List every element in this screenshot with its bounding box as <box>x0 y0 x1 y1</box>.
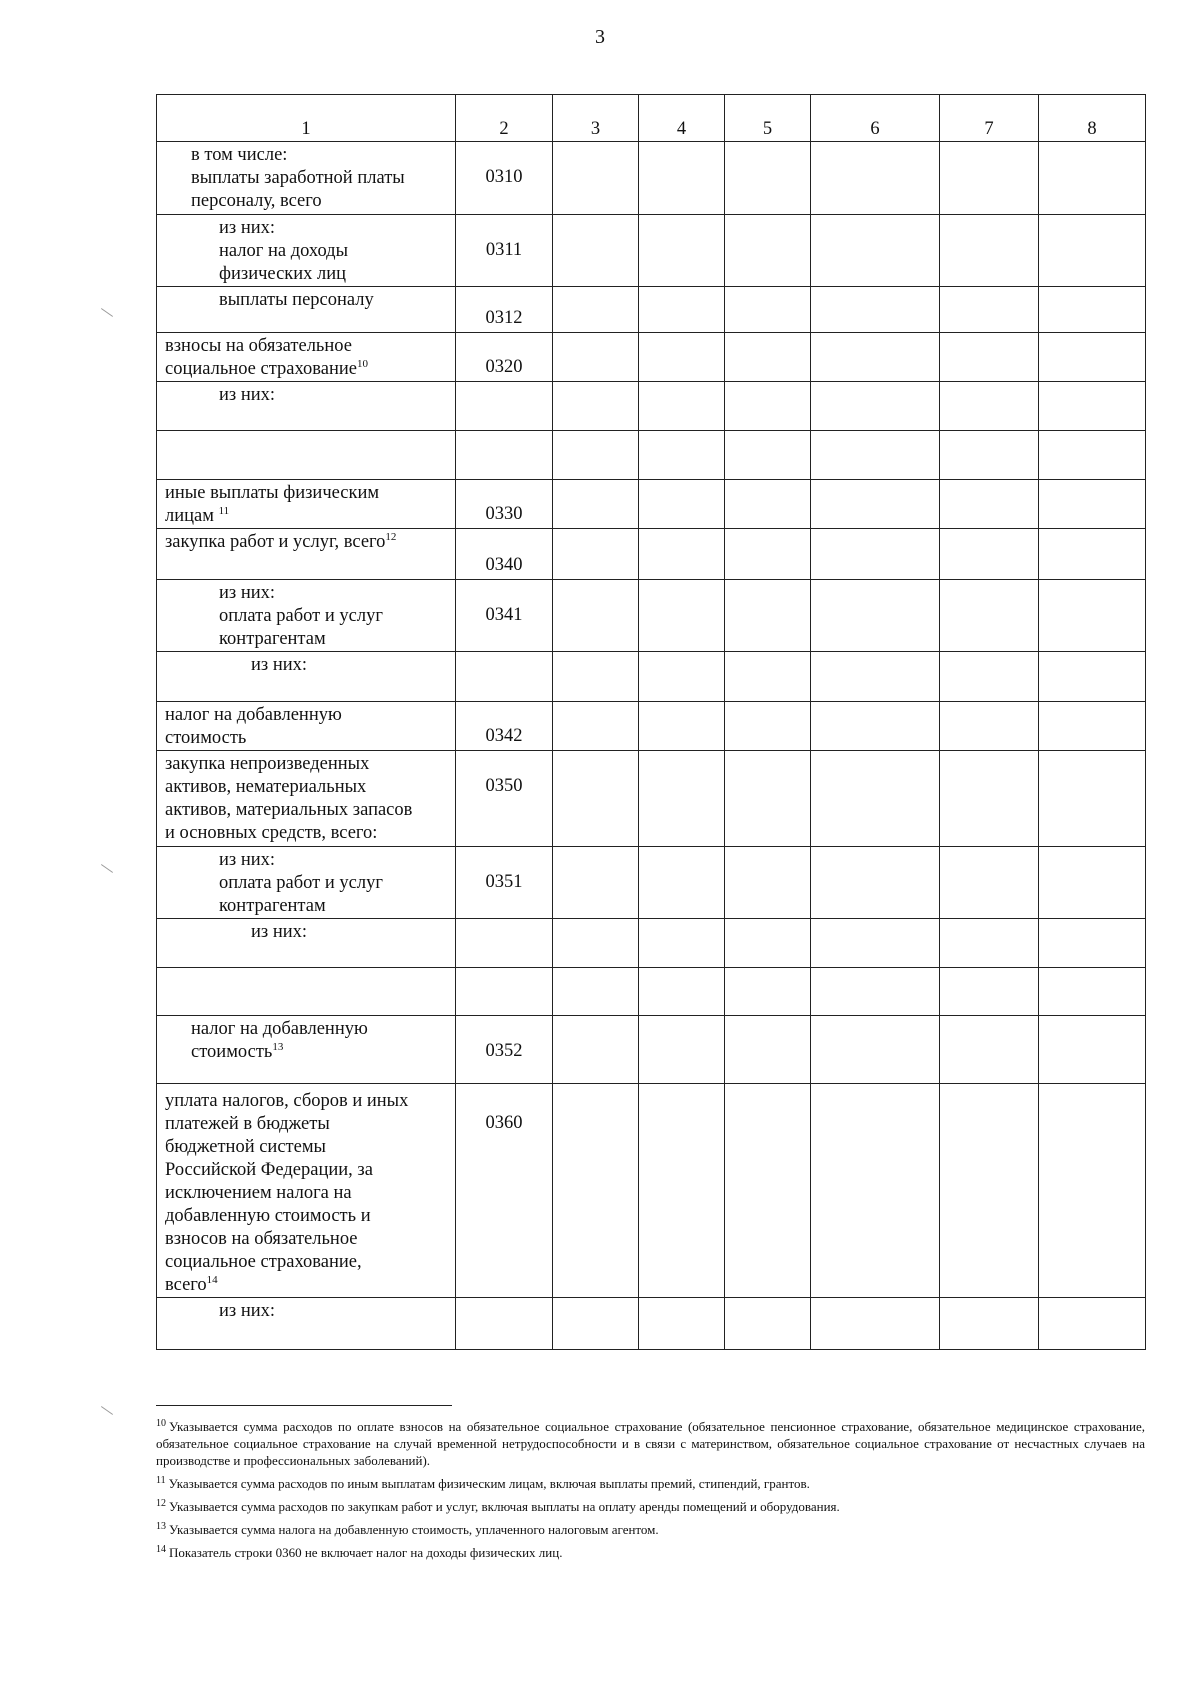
footnote-text: Указывается сумма расходов по оплате взносов на обязательное социальное страхование (обязательное пенсионное страхование, обязательное медицинское страхование, обязательное социальное страхование на случай временной нетрудоспособности и в связи с материнством, обязательное социальное страхование от несчастных случаев на производстве и профессиональных заболеваний). <box>156 1419 1145 1468</box>
value-cell[interactable] <box>553 333 639 382</box>
footnotes <box>156 1418 1145 1567</box>
value-cell[interactable] <box>811 919 940 968</box>
table-row <box>157 480 1146 529</box>
footnote-number: 13 <box>156 1520 166 1532</box>
value-cell[interactable] <box>725 1298 811 1350</box>
scan-artifact <box>101 864 113 873</box>
value-cell[interactable] <box>1039 847 1146 919</box>
row-code: 0341 <box>485 605 523 625</box>
row-code: 0312 <box>485 308 523 328</box>
value-cell[interactable] <box>639 1298 725 1350</box>
footnote-number: 10 <box>156 1417 166 1429</box>
value-cell[interactable] <box>940 1084 1039 1298</box>
row-label: из них: <box>251 655 308 675</box>
value-cell[interactable] <box>553 919 639 968</box>
value-cell[interactable] <box>1039 333 1146 382</box>
row-code-cell <box>456 1084 553 1298</box>
row-code-cell <box>456 431 553 480</box>
row-label-cell <box>157 480 456 529</box>
footnote-ref[interactable]: 10 <box>357 357 369 370</box>
value-cell[interactable] <box>725 652 811 702</box>
scan-artifact <box>101 1406 113 1415</box>
value-cell[interactable] <box>940 968 1039 1016</box>
value-cell[interactable] <box>725 580 811 652</box>
row-code-cell <box>456 480 553 529</box>
value-cell[interactable] <box>639 580 725 652</box>
column-header: 2 <box>456 95 553 142</box>
value-cell[interactable] <box>811 382 940 431</box>
column-header: 4 <box>639 95 725 142</box>
footnote <box>156 1418 1145 1469</box>
table-row <box>157 919 1146 968</box>
value-cell[interactable] <box>811 580 940 652</box>
column-header: 3 <box>553 95 639 142</box>
footnote <box>156 1475 1145 1492</box>
row-code-cell <box>456 580 553 652</box>
value-cell[interactable] <box>553 142 639 215</box>
value-cell[interactable] <box>639 919 725 968</box>
table-row <box>157 751 1146 847</box>
footnote-text: Показатель строки 0360 не включает налог на доходы физических лиц. <box>169 1545 563 1560</box>
table-row <box>157 1084 1146 1298</box>
value-cell[interactable] <box>940 480 1039 529</box>
row-label-cell <box>157 1298 456 1350</box>
row-label: из них: налог на доходы физических лиц <box>219 218 349 284</box>
value-cell[interactable] <box>940 333 1039 382</box>
row-label-cell <box>157 142 456 215</box>
value-cell[interactable] <box>725 1084 811 1298</box>
row-code: 0360 <box>485 1113 523 1133</box>
table-row <box>157 142 1146 215</box>
row-label: из них: <box>219 385 276 405</box>
value-cell[interactable] <box>553 287 639 333</box>
row-code-cell <box>456 847 553 919</box>
value-cell[interactable] <box>725 968 811 1016</box>
value-cell[interactable] <box>639 333 725 382</box>
footnote-number: 12 <box>156 1497 166 1509</box>
value-cell[interactable] <box>639 751 725 847</box>
value-cell[interactable] <box>940 431 1039 480</box>
value-cell[interactable] <box>725 333 811 382</box>
value-cell[interactable] <box>940 1016 1039 1084</box>
value-cell[interactable] <box>639 702 725 751</box>
value-cell[interactable] <box>811 652 940 702</box>
row-code-cell <box>456 529 553 580</box>
row-label-cell <box>157 919 456 968</box>
row-label: закупка непроизведенных активов, нематериальных активов, материальных запасов и основных средств, всего: <box>165 754 413 843</box>
row-code-cell <box>456 142 553 215</box>
footnote <box>156 1521 1145 1538</box>
row-code-cell <box>456 1016 553 1084</box>
column-header: 1 <box>157 95 456 142</box>
row-code: 0352 <box>485 1041 523 1061</box>
row-code-cell <box>456 652 553 702</box>
value-cell[interactable] <box>1039 580 1146 652</box>
value-cell[interactable] <box>639 480 725 529</box>
value-cell[interactable] <box>725 431 811 480</box>
value-cell[interactable] <box>553 382 639 431</box>
row-label: в том числе: выплаты заработной платы персоналу, всего <box>191 145 405 211</box>
row-label: закупка работ и услуг, всего <box>165 532 386 552</box>
value-cell[interactable] <box>1039 1016 1146 1084</box>
value-cell[interactable] <box>553 1016 639 1084</box>
row-label <box>157 968 455 970</box>
row-code-cell <box>456 751 553 847</box>
value-cell[interactable] <box>553 847 639 919</box>
row-code: 0342 <box>485 726 523 746</box>
value-cell[interactable] <box>1039 382 1146 431</box>
value-cell[interactable] <box>1039 287 1146 333</box>
footnote <box>156 1544 1145 1561</box>
value-cell[interactable] <box>639 215 725 287</box>
value-cell[interactable] <box>811 142 940 215</box>
row-label: налог на добавленную стоимость <box>191 1019 368 1062</box>
footnote-ref[interactable]: 12 <box>385 530 397 543</box>
value-cell[interactable] <box>639 431 725 480</box>
value-cell[interactable] <box>811 1016 940 1084</box>
value-cell[interactable] <box>1039 702 1146 751</box>
row-label-cell <box>157 1016 456 1084</box>
value-cell[interactable] <box>553 968 639 1016</box>
table-row <box>157 431 1146 480</box>
table-row <box>157 580 1146 652</box>
table-row <box>157 333 1146 382</box>
footnote-number: 11 <box>156 1474 166 1486</box>
value-cell[interactable] <box>940 652 1039 702</box>
value-cell[interactable] <box>940 215 1039 287</box>
value-cell[interactable] <box>811 480 940 529</box>
value-cell[interactable] <box>811 751 940 847</box>
value-cell[interactable] <box>940 529 1039 580</box>
value-cell[interactable] <box>811 333 940 382</box>
row-label-cell <box>157 751 456 847</box>
value-cell[interactable] <box>1039 1084 1146 1298</box>
row-code: 0311 <box>485 240 523 260</box>
value-cell[interactable] <box>811 431 940 480</box>
table-header-row <box>157 95 1146 142</box>
value-cell[interactable] <box>639 529 725 580</box>
value-cell[interactable] <box>553 652 639 702</box>
value-cell[interactable] <box>811 1298 940 1350</box>
column-header: 6 <box>811 95 940 142</box>
value-cell[interactable] <box>639 287 725 333</box>
value-cell[interactable] <box>553 1298 639 1350</box>
value-cell[interactable] <box>725 919 811 968</box>
table-row <box>157 702 1146 751</box>
value-cell[interactable] <box>811 847 940 919</box>
row-label-cell <box>157 529 456 580</box>
row-label-cell <box>157 287 456 333</box>
row-code-cell <box>456 215 553 287</box>
table-row <box>157 529 1146 580</box>
row-label: из них: <box>219 1301 276 1321</box>
column-header: 7 <box>940 95 1039 142</box>
row-label-cell <box>157 968 456 1016</box>
value-cell[interactable] <box>1039 919 1146 968</box>
table-row <box>157 382 1146 431</box>
value-cell[interactable] <box>940 142 1039 215</box>
value-cell[interactable] <box>940 382 1039 431</box>
value-cell[interactable] <box>1039 968 1146 1016</box>
value-cell[interactable] <box>1039 142 1146 215</box>
expenses-table <box>156 94 1146 1350</box>
row-label-cell <box>157 1084 456 1298</box>
value-cell[interactable] <box>725 215 811 287</box>
row-code: 0310 <box>485 167 523 187</box>
row-label: из них: <box>251 922 308 942</box>
table-row <box>157 287 1146 333</box>
value-cell[interactable] <box>725 702 811 751</box>
row-code-cell <box>456 333 553 382</box>
row-label: налог на добавленную стоимость <box>165 705 342 748</box>
row-label: из них: оплата работ и услуг контрагентам <box>219 850 383 916</box>
value-cell[interactable] <box>639 652 725 702</box>
table-row <box>157 652 1146 702</box>
row-code-cell <box>456 968 553 1016</box>
row-label-cell <box>157 431 456 480</box>
column-header: 5 <box>725 95 811 142</box>
footnote-text: Указывается сумма расходов по иным выплатам физическим лицам, включая выплаты премий, стипендий, грантов. <box>168 1476 810 1491</box>
row-label-cell <box>157 702 456 751</box>
value-cell[interactable] <box>811 968 940 1016</box>
row-code: 0320 <box>485 357 523 377</box>
value-cell[interactable] <box>1039 480 1146 529</box>
table-row <box>157 847 1146 919</box>
row-label: иные выплаты физическим лицам <box>165 483 380 526</box>
value-cell[interactable] <box>811 215 940 287</box>
value-cell[interactable] <box>725 847 811 919</box>
value-cell[interactable] <box>553 215 639 287</box>
row-label-cell <box>157 333 456 382</box>
value-cell[interactable] <box>639 1016 725 1084</box>
value-cell[interactable] <box>1039 1298 1146 1350</box>
value-cell[interactable] <box>1039 529 1146 580</box>
value-cell[interactable] <box>725 529 811 580</box>
value-cell[interactable] <box>639 142 725 215</box>
table-row <box>157 215 1146 287</box>
value-cell[interactable] <box>940 751 1039 847</box>
row-label-cell <box>157 847 456 919</box>
value-cell[interactable] <box>553 529 639 580</box>
page-number: 3 <box>595 26 605 48</box>
row-label <box>157 431 455 433</box>
row-code-cell <box>456 1298 553 1350</box>
row-code-cell <box>456 702 553 751</box>
value-cell[interactable] <box>811 287 940 333</box>
row-code: 0330 <box>485 504 523 524</box>
value-cell[interactable] <box>940 919 1039 968</box>
value-cell[interactable] <box>553 580 639 652</box>
value-cell[interactable] <box>811 529 940 580</box>
value-cell[interactable] <box>940 1298 1039 1350</box>
value-cell[interactable] <box>725 287 811 333</box>
value-cell[interactable] <box>940 580 1039 652</box>
row-label-cell <box>157 215 456 287</box>
value-cell[interactable] <box>725 480 811 529</box>
value-cell[interactable] <box>725 382 811 431</box>
row-label: выплаты персоналу <box>219 290 374 310</box>
row-code: 0350 <box>485 776 523 796</box>
scan-artifact <box>101 308 113 317</box>
value-cell[interactable] <box>553 702 639 751</box>
table-row <box>157 1298 1146 1350</box>
value-cell[interactable] <box>940 847 1039 919</box>
value-cell[interactable] <box>811 1084 940 1298</box>
row-label: взносы на обязательное социальное страхование <box>165 336 358 379</box>
value-cell[interactable] <box>1039 751 1146 847</box>
value-cell[interactable] <box>725 142 811 215</box>
value-cell[interactable] <box>553 1084 639 1298</box>
row-code-cell <box>456 287 553 333</box>
value-cell[interactable] <box>811 702 940 751</box>
footnote <box>156 1498 1145 1515</box>
value-cell[interactable] <box>639 847 725 919</box>
footnote-ref[interactable]: 14 <box>206 1273 218 1286</box>
value-cell[interactable] <box>940 287 1039 333</box>
value-cell[interactable] <box>1039 215 1146 287</box>
table-row <box>157 968 1146 1016</box>
value-cell[interactable] <box>639 1084 725 1298</box>
value-cell[interactable] <box>553 751 639 847</box>
row-label-cell <box>157 652 456 702</box>
footnote-number: 14 <box>156 1543 166 1555</box>
row-label: уплата налогов, сборов и иных платежей в бюджеты бюджетной системы Российской Федерации, за исключением налога на добавленную стоимость и взносов на обязательное социальное страхование, всего <box>165 1091 409 1295</box>
row-code: 0340 <box>485 555 523 575</box>
value-cell[interactable] <box>1039 431 1146 480</box>
footnote-ref[interactable]: 13 <box>272 1040 284 1053</box>
footnote-text: Указывается сумма налога на добавленную стоимость, уплаченного налоговым агентом. <box>169 1522 659 1537</box>
row-code-cell <box>456 919 553 968</box>
value-cell[interactable] <box>553 480 639 529</box>
column-header: 8 <box>1039 95 1146 142</box>
footnote-text: Указывается сумма расходов по закупкам работ и услуг, включая выплаты на оплату аренды помещений и оборудования. <box>169 1499 840 1514</box>
value-cell[interactable] <box>725 1016 811 1084</box>
footnote-ref[interactable]: 11 <box>218 504 230 517</box>
value-cell[interactable] <box>639 382 725 431</box>
value-cell[interactable] <box>725 751 811 847</box>
row-code-cell <box>456 382 553 431</box>
table-row <box>157 1016 1146 1084</box>
row-label-cell <box>157 382 456 431</box>
value-cell[interactable] <box>940 702 1039 751</box>
value-cell[interactable] <box>639 968 725 1016</box>
row-label-cell <box>157 580 456 652</box>
row-code: 0351 <box>485 872 523 892</box>
footnote-separator <box>156 1405 452 1406</box>
value-cell[interactable] <box>553 431 639 480</box>
value-cell[interactable] <box>1039 652 1146 702</box>
row-label: из них: оплата работ и услуг контрагентам <box>219 583 383 649</box>
